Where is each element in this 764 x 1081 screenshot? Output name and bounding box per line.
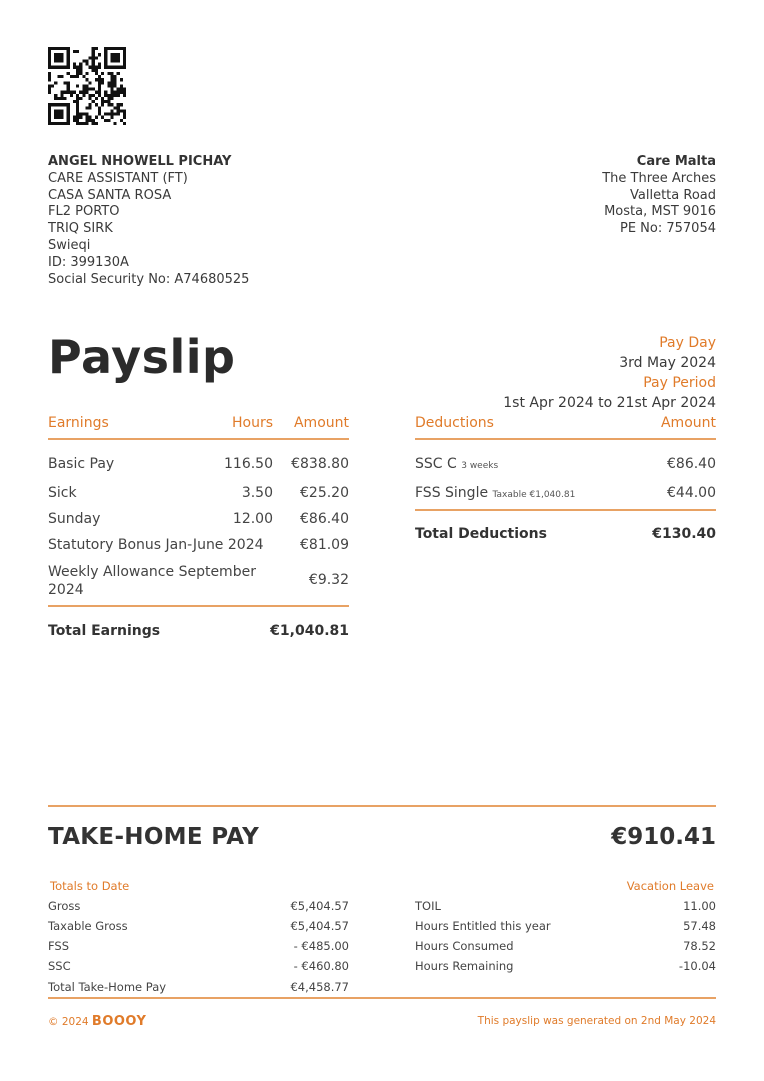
amount-header: Amount — [293, 415, 349, 431]
ttd-value: - €485.00 — [293, 939, 349, 953]
total-earnings-label: Total Earnings — [48, 623, 161, 639]
divider — [48, 438, 349, 440]
totals-to-date-header: Totals to Date — [50, 879, 130, 893]
copyright: © 2024 — [48, 1016, 89, 1028]
total-earnings-value: €1,040.81 — [270, 623, 349, 639]
company-pe-number: PE No: 757054 — [619, 221, 716, 237]
earning-label: Weekly Allowance September 2024 — [48, 564, 256, 598]
pay-period: 1st Apr 2024 to 21st Apr 2024 — [503, 395, 716, 411]
employee-line: CASA SANTA ROSA — [48, 187, 172, 203]
divider — [415, 438, 716, 440]
earning-label: Sunday — [48, 511, 101, 527]
page-title: Payslip — [48, 330, 236, 384]
hours-header: Hours — [231, 415, 273, 431]
qr-code — [48, 47, 126, 125]
pay-info — [503, 333, 716, 413]
employee-line: CARE ASSISTANT (FT) — [48, 170, 188, 186]
earnings-header: Earnings — [48, 415, 109, 431]
vacation-leave-header: Vacation Leave — [626, 879, 714, 893]
deduction-amount: €86.40 — [667, 456, 716, 472]
company-line: The Three Arches — [602, 170, 716, 186]
take-home-value: €910.41 — [611, 824, 716, 850]
ttd-label: Total Take-Home Pay — [48, 980, 167, 994]
generated-note: This payslip was generated on 2nd May 2024 — [477, 1015, 716, 1027]
brand-logo: BOOOY — [91, 1014, 147, 1029]
total-deductions-value: €130.40 — [652, 526, 716, 542]
earning-amount: €86.40 — [300, 511, 349, 527]
deduction-note: 3 weeks — [461, 461, 499, 471]
leave-value: -10.04 — [678, 959, 716, 973]
ttd-value: €4,458.77 — [290, 980, 349, 994]
earning-hours: 116.50 — [224, 456, 273, 472]
earning-amount: €9.32 — [308, 572, 349, 588]
ttd-label: SSC — [48, 959, 71, 973]
earning-amount: €81.09 — [300, 537, 349, 553]
employee-ssn: Social Security No: A74680525 — [48, 271, 250, 287]
earning-amount: €25.20 — [300, 485, 349, 501]
total-deductions-label: Total Deductions — [415, 526, 547, 542]
company-line: Mosta, MST 9016 — [604, 204, 716, 220]
leave-value: 57.48 — [683, 919, 716, 933]
deduction-label — [415, 485, 575, 501]
divider — [48, 605, 349, 607]
divider — [415, 509, 716, 511]
earning-hours: 12.00 — [232, 511, 273, 527]
pay-day: 3rd May 2024 — [619, 355, 716, 371]
company-line: Valletta Road — [630, 187, 716, 203]
leave-label: TOIL — [415, 899, 441, 913]
employee-id: ID: 399130A — [48, 254, 129, 270]
earning-label: Statutory Bonus Jan-June 2024 — [48, 537, 264, 553]
ttd-label: FSS — [48, 939, 70, 953]
deductions-header: Deductions — [415, 415, 494, 431]
employee-details — [48, 154, 249, 288]
deduction-label — [415, 456, 498, 472]
earning-hours: 3.50 — [241, 485, 273, 501]
ttd-value: - €460.80 — [293, 959, 349, 973]
divider — [48, 805, 716, 807]
leave-label: Hours Consumed — [415, 939, 514, 953]
ttd-value: €5,404.57 — [290, 919, 349, 933]
employee-line: Swieqi — [48, 237, 91, 253]
company-name: Care Malta — [636, 154, 716, 169]
amount-header: Amount — [660, 415, 716, 431]
earning-amount: €838.80 — [291, 456, 349, 472]
employee-line: FL2 PORTO — [48, 204, 120, 220]
ttd-value: €5,404.57 — [290, 899, 349, 913]
deduction-name: SSC C — [415, 456, 457, 472]
leave-value: 11.00 — [683, 899, 716, 913]
divider — [48, 997, 716, 999]
ttd-label: Gross — [48, 899, 81, 913]
deduction-name: FSS Single — [415, 485, 489, 501]
ttd-label: Taxable Gross — [48, 919, 128, 933]
leave-label: Hours Entitled this year — [415, 919, 551, 933]
leave-label: Hours Remaining — [415, 959, 514, 973]
earning-label: Basic Pay — [48, 456, 115, 472]
take-home-label: TAKE-HOME PAY — [48, 824, 260, 850]
employee-name: ANGEL NHOWELL PICHAY — [48, 154, 232, 169]
footer-brand — [48, 1014, 146, 1029]
company-details — [602, 154, 716, 238]
deduction-note: Taxable €1,040.81 — [492, 490, 576, 500]
leave-value: 78.52 — [683, 939, 716, 953]
employee-line: TRIQ SIRK — [48, 221, 113, 237]
pay-day-label: Pay Day — [659, 335, 716, 351]
pay-period-label: Pay Period — [643, 375, 716, 391]
deduction-amount: €44.00 — [667, 485, 716, 501]
earning-label: Sick — [48, 485, 77, 501]
